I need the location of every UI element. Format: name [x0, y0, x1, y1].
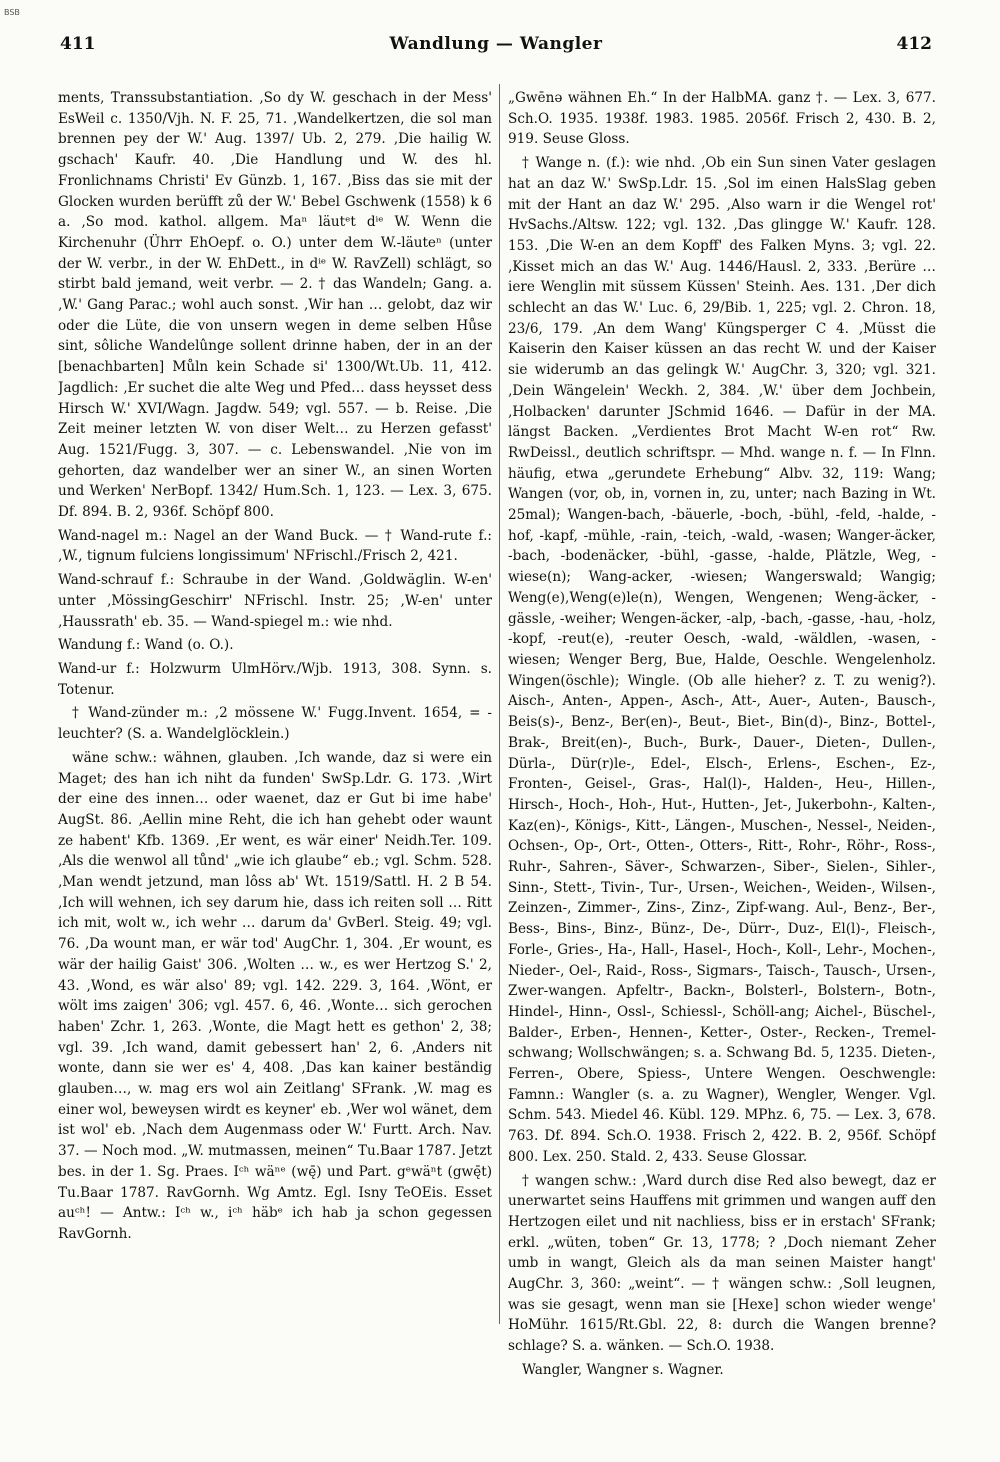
left-column: [58, 88, 492, 1438]
dictionary-entry: Wand-nagel m.: Nagel an der Wand Buck. — † Wand-rute f.: ‚W., tignum fulciens longissimum' NFrischl./Frisch 2, 421.: [58, 527, 492, 565]
library-stamp: BSB: [4, 8, 20, 17]
dictionary-entry: Wandung f.: Wand (o. O.).: [58, 637, 234, 654]
page-header: [60, 34, 932, 64]
right-column: [508, 88, 936, 1438]
dictionary-entry: wäne schw.: wähnen, glauben. ‚Ich wande, daz si were ein Maget; des han ich niht da funden' SwSp.Ldr. G. 173. ‚Wirt der eine des innen… oder waenet, daz er Gut bi ime habe' AugSt. 86. ‚Aellin mine Reht, die ich han gehebt oder waunt ze habent' Kfb. 1369. ‚Er went, es wär einer' Neidh.Ter. 109. ‚Als die wenwol all tůnd' „wie ich glaube“ eb.; vgl. Schm. 528. ‚Man wendt jetzund, man lôss ab' Wt. 1519/Sattl. H. 2 B 54. ‚Ich will wehnen, ich sey darum hie, dass ich reiten soll … Ritt ich mit, wolt w., ich wehr … darum da' GvBerl. Steig. 49; vgl. 76. ‚Da wount man, er wär tod' AugChr. 1, 304. ‚Er wount, es wär der hailig Gaist' 306. ‚Wolten … w., es wer Hertzog S.' 2, 43. ‚Wond, es wär also' 89; vgl. 142. 229. 3, 164. ‚Wönt, er wölt ims zaigen' 306; vgl. 457. 6, 46. ‚Wonte… sich gerochen haben' Zchr. 1, 263. ‚Wonte, die Magt hett es gethon' 2, 38; vgl. 39. ‚Ich wand, damit gebessert han' 2, 6. ‚Anders nit wonte, dann sie wer es' 4, 408. ‚Das kan kainer beständig glauben…, w. mag ers wol ain Zeitlang' SFrank. ‚W. mag es einer wol, beweysen wirdt es keyner' eb. ‚Wer wol wänet, dem ist wol' eb. ‚Nach dem Augenmass oder W.' Furtt. Arch. Nav. 37. — Noch mod. „W. mutmassen, meinen“ Tu.Baar 1787. Jetzt bes. in der 1. Sg. Praes. Iᶜʰ wäⁿᵉ (wę̄) und Part. gᵉwäⁿt (gwę̄t) Tu.Baar 1787. RavGornh. Wg Amtz. Egl. Isny TeOEis. Esset auᶜʰ! — Antw.: Iᶜʰ w., iᶜʰ häbᵉ ich hab ja schon gegessen RavGornh.: [58, 749, 492, 1242]
dictionary-entry: ments, Transsubstantiation. ‚So dy W. geschach in der Mess' EsWeil c. 1350/Vjh. N. F. 25, 71. ‚Wandelkertzen, die sol man brennen pey der W.' Aug. 1397/ Ub. 2, 279. ‚Die hailig W. gschach' Kaufr. 40. ‚Die Handlung und W. des hl. Fronlichnams Christi' Ev Günzb. 1, 167. ‚Biss das sie mit der Glocken wurden berüfft zů der W.' Bebel Gschwenk (1558) k 6 a. ‚So mod. kathol. allgem. Maⁿ läutᵉt dⁱᵉ W. Wenn die Kirchenuhr (Ührr EhOepf. o. O.) unter dem W.-läuteⁿ (unter der W. verbr., in der W. EhDett., in dⁱᵉ W. RavZell) schlägt, so stirbt bald jemand, weit verbr. — 2. † das Wandeln; Gang. a. ‚W.' Gang Parac.; wohl auch sonst. ‚Wir han … gelobt, daz wir oder die Lüte, die von unsern wegen in deme selben Hůse sint, sôliche Wandelûnge sollent drinne haben, der in an der [benachbarten] Můln kein Schade si' 1300/Wt.Ub. 11, 412. Jagdlich: ‚Er suchet die alte Weg und Pfed… dass heysset dess Hirsch W.' XVI/Wagn. Jagdw. 549; vgl. 557. — b. Reise. ‚Die Zeit meiner letzten W. von diser Welt… zu Herzen gefasst' Aug. 1521/Fugg. 3, 307. — c. Lebenswandel. ‚Nie von im gehorten, daz wandelber wer an siner W., an sinen Worten und Werken' NerBopf. 1342/ Hum.Sch. 1, 123. — Lex. 3, 675. Df. 894. B. 2, 936f. Schöpf 800.: [58, 90, 492, 521]
dictionary-entry: Wand-ur f.: Holzwurm UlmHörv./Wjb. 1913, 308. Synn. s. Totenur.: [58, 660, 492, 698]
dictionary-entry: † wangen schw.: ‚Ward durch dise Red also bewegt, daz er unerwartet seins Hauffens mit grimmen und wangen auff den Hertzogen eilet und nit nachliess, biss er in erstach' SFrank; erkl. „wüten, toben“ Gr. 13, 1778; ? ‚Doch niemant Zeher umb in wangt, Gleich als da man seinen Maister hangt' AugChr. 3, 360: „weint“. — † wängen schw.: ‚Soll leugnen, was sie gesagt, wenn man sie [Hexe] schon wieder wenge' HoMühr. 1615/Rt.Gbl. 22, 8: durch die Wangen brenne? schlage? S. a. wänken. — Sch.O. 1938.: [508, 1172, 936, 1355]
running-title: Wandlung — Wangler: [389, 34, 603, 54]
dictionary-entry: Wangler, Wangner s. Wagner.: [522, 1361, 724, 1378]
dictionary-entry: † Wand-zünder m.: ‚2 mössene W.' Fugg.Invent. 1654, = -leuchter? (S. a. Wandelglöcklein.): [58, 705, 492, 743]
dictionary-entry: „Gwēnə wähnen Eh.“ In der HalbMA. ganz †. — Lex. 3, 677. Sch.O. 1935. 1938f. 1983. 1985. 2056f. Frisch 2, 430. B. 2, 919. Seuse Gloss.: [508, 90, 936, 148]
dictionary-entry: † Wange n. (f.): wie nhd. ‚Ob ein Sun sinen Vater geslagen hat an daz W.' SwSp.Ldr. 15. ‚Sol im einen HalsSlag geben mit der Hant an daz W.' 295. ‚Also warn ir die Wengel rot' HvSachs./Altsw. 122; vgl. 132. ‚Das glingge W.' Kaufr. 128. 153. ‚Die W-en an dem Kopff' des Falken Myns. 3; vgl. 22. ‚Kisset mich an das W.' Aug. 1446/Hausl. 2, 333. ‚Berüre … iere Wenglin mit süssem Küssen' Steinh. Aes. 131. ‚Der dich schlecht an das W.' Luc. 6, 29/Bib. 1, 225; vgl. 2. Chron. 18, 23/6, 179. ‚An dem Wang' Küngsperger C 4. ‚Müsst die Kaiserin den Kaiser küssen an das recht W. und der Kaiser sie widerumb an das gelingk W.' AugChr. 3, 320; vgl. 321. ‚Dein Wängelein' Weckh. 2, 384. ‚W.' über dem Jochbein, ‚Holbacken' darunter JSchmid 1646. — Dafür in der MA. längst Backen. „Verdientes Brot Macht W-en rot“ Rw. RwDeissl., deutlich schriftspr. — Mhd. wange n. f. — In Flnn. häufig, etwa „gerundete Erhebung“ Albv. 32, 119: Wang; Wangen (vor, ob, in, vornen in, zu, unter; nach Bazing in Wt. 25mal); Wangen-bach, -bäuerle, -boch, -bühl, -feld, -halde, -hof, -kapf, -mühle, -rain, -teich, -wald, -wasen; Wanger-äcker, -bach, -bodenäcker, -bühl, -gasse, -halde, Plätzle, Weg, -wiese(n); Wang-acker, -wiesen; Wangerswald; Wangig; Weng(e),Weng(e)le(n), Wengen, Wengenen; Weng-äcker, -gässle, -weiher; Wengen-äcker, -alp, -bach, -gasse, -hau, -holz, -kopf, -reut(e), -reuter Oesch, -wald, -wäldlen, -wasen, -wiesen; Wenger Berg, Bue, Halde, Oeschle. Wengelenholz. Wingen(öschle); Wingle. (Ob alle hieher? z. T. zu wenig?). Aisch-, Anten-, Appen-, Asch-, Att-, Auer-, Auten-, Bausch-, Beis(s)-, Benz-, Ber(en)-, Beut-, Biet-, Bin(d)-, Binz-, Bottel-, Brak-, Breit(en)-, Buch-, Burk-, Dauer-, Dieten-, Dullen-, Dürla-, Dür(r)le-, Edel-, Elsch-, Erlens-, Eschen-, Ez-, Fronten-, Geisel-, Gras-, Hal(l)-, Halden-, Heu-, Hillen-, Hirsch-, Hoch-, Hoh-, Hut-, Hutten-, Jet-, Jukerbohn-, Kalten-, Kaz(en)-, Königs-, Kitt-, Längen-, Muschen-, Nessel-, Neiden-, Ochsen-, Op-, Ort-, Otten-, Otters-, Ritt-, Rohr-, Röhr-, Ross-, Ruhr-, Sahren-, Säver-, Schwarzen-, Siber-, Sielen-, Sihler-, Sinn-, Stett-, Tivin-, Tur-, Ursen-, Weichen-, Weiden-, Wilsen-, Zeinzen-, Zimmer-, Zins-, Zinz-, Zipf-wang. Aul-, Benz-, Ber-, Bess-, Bins-, Binz-, Bünz-, De-, Dürr-, Duz-, El(l)-, Fleisch-, Forle-, Gries-, Ha-, Hall-, Hasel-, Hoch-, Koll-, Lehr-, Mochen-, Nieder-, Oel-, Raid-, Ross-, Sigmars-, Taisch-, Tausch-, Ursen-, Zwer-wangen. Apfeltr-, Backn-, Bolsterl-, Bolstern-, Botn-, Hindel-, Hinn-, Ossl-, Schiessl-, Schöll-ang; Aichel-, Büschel-, Balder-, Erben-, Hennen-, Ketter-, Oster-, Recken-, Tremel-schwang; Wollschwängen; s. a. Schwang Bd. 5, 1235. Dieten-, Ferren-, Obere, Spiess-, Untere Wengen. Oeschwengle: Famnn.: Wangler (s. a. zu Wagner), Wengler, Wenger. Vgl. Schm. 543. Miedel 46. Kübl. 129. MPhz. 6, 75. — Lex. 3, 678. 763. Df. 894. Sch.O. 1938. Frisch 2, 422. B. 2, 956f. Schöpf 800. Lex. 250. Stald. 2, 433. Seuse Glossar.: [508, 155, 936, 1165]
page-number-right: 412: [896, 34, 932, 54]
page-number-left: 411: [60, 34, 96, 54]
column-divider: [499, 84, 500, 1324]
dictionary-entry: Wand-schrauf f.: Schraube in der Wand. ‚Goldwäglin. W-en' unter ‚MössingGeschirr' NFrischl. Instr. 25; ‚W-en' unter ‚Haussrath' eb. 35. — Wand-spiegel m.: wie nhd.: [58, 572, 492, 630]
